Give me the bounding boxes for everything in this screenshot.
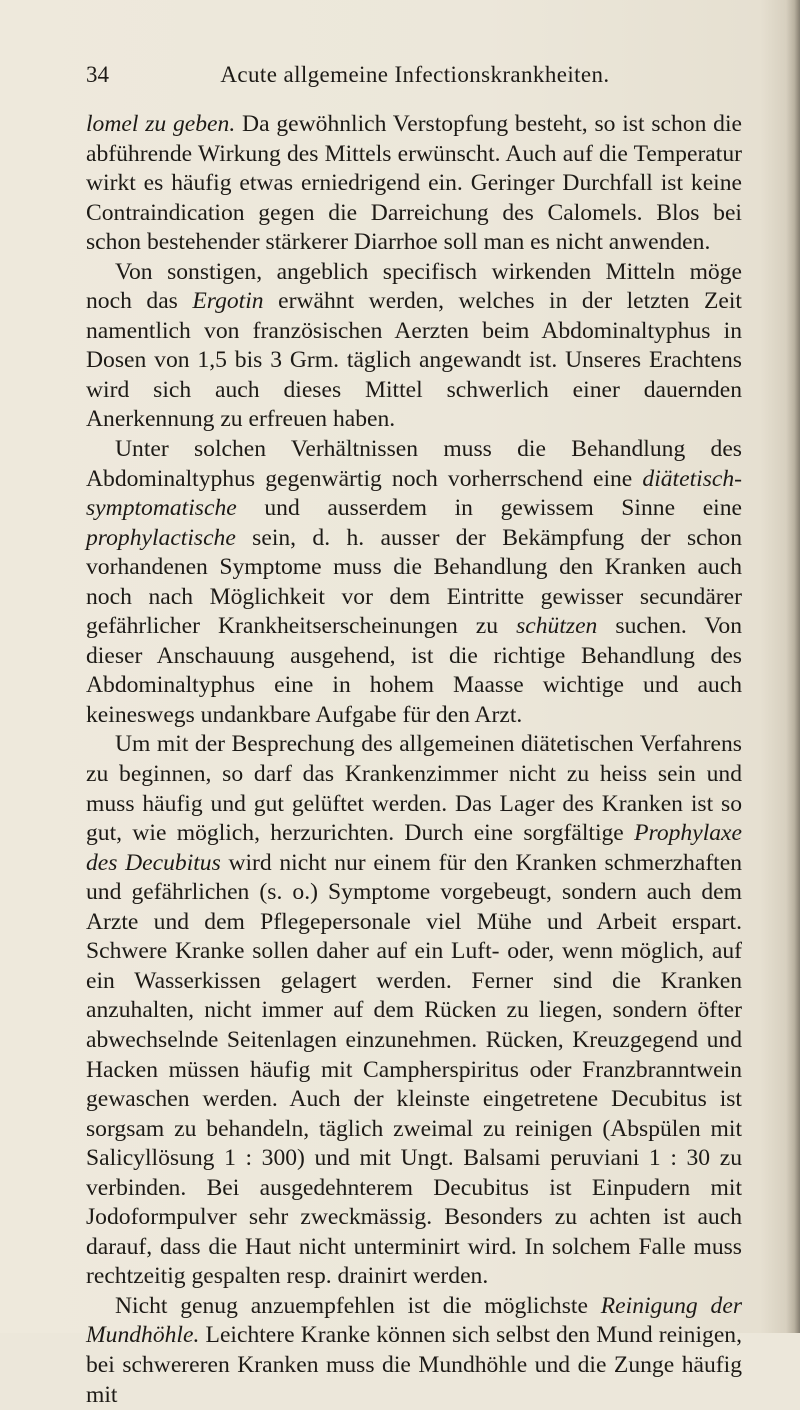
paragraph [86,730,742,1291]
text-run: wird nicht nur einem für den Kranken schmerzhaften und gefährlichen (s. o.) Symptome vorgebeugt, sondern auch dem Arzte und dem Pflegepersonale viel Mühe und Arbeit erspart. Schwere Kranke sollen daher auf ein Luft- oder, wenn möglich, auf ein Wasserkissen gelagert werden. Ferner sind die Kranken anzuhalten, nicht immer auf dem Rücken zu liegen, sondern öfter abwechselnde Seitenlagen einzunehmen. Rücken, Kreuzgegend und Hacken müssen häufig mit Campherspiritus oder Franzbranntwein gewaschen werden. Auch der kleinste eingetretene Decubitus ist sorgsam zu behandeln, täglich zweimal zu reinigen (Abspülen mit Salicyllösung 1 : 300) und mit Ungt. Balsami peruviani 1 : 30 zu verbinden. Bei ausgedehnterem Decubitus ist Einpudern mit Jodoformpulver sehr zweckmässig. Besonders zu achten ist auch darauf, dass die Haut nicht unterminirt wird. In solchem Falle muss rechtzeitig gespalten resp. drainirt werden. [86,849,743,1290]
emphasized-text: diätetisch-symptomatische [86,465,742,522]
text-run: suchen. Von dieser Anschauung ausgehend, ist die richtige Behandlung des Abdominaltyphus eine in hohem Maasse wichtige und auch keineswegs undankbare Aufgabe für den Arzt. [86,613,742,728]
page-edge-shadow [786,0,800,1333]
text-run: Um mit der Besprechung des allgemeinen diätetischen Verfahrens zu beginnen, so darf das Krankenzimmer nicht zu heiss sein und muss häufig und gut gelüftet werden. Das Lager des Kranken ist so gut, wie möglich, herzurichten. Durch eine sorgfältige [86,731,742,847]
running-head: Acute allgemeine Infectionskrankheiten. [220,62,610,87]
paragraph [86,1292,742,1410]
paragraph [86,110,742,258]
emphasized-text: prophylactische [86,524,236,551]
emphasized-text: Reinigung der Mundhöhle. [86,1292,742,1349]
text-run: erwähnt werden, welches in der letzten Zeit namentlich von französischen Aerzten beim Abdominaltyphus in Dosen von 1,5 bis 3 Grm. täglich angewandt ist. Unseres Erachtens wird sich auch dieses Mittel schwerlich einer dauernden Anerkennung zu erfreuen haben. [86,288,742,433]
emphasized-text: Ergotin [192,288,264,315]
text-run: Nicht genug anzuempfehlen ist die möglichste [115,1292,601,1319]
paragraph [86,435,742,730]
text-run: sein, d. h. ausser der Bekämpfung der schon vorhandenen Symptome muss die Behandlung den Kranken auch noch nach Möglichkeit vor dem Eintritte gewisser secundärer gefährlicher Krankheitserscheinungen zu [86,524,742,640]
text-run: Da gewöhnlich Verstopfung besteht, so ist schon die abführende Wirkung des Mittels erwünscht. Auch auf die Temperatur wirkt es häufig etwas erniedrigend ein. Geringer Durchfall ist keine Contraindication gegen die Darreichung des Calomels. Blos bei schon bestehender stärkerer Diarrhoe soll man es nicht anwenden. [86,111,742,256]
page-header [86,62,744,92]
emphasized-text: Prophylaxe des Decubitus [86,820,742,876]
emphasized-text: lomel zu geben. [86,111,236,137]
text-run: Leichtere Kranke können sich selbst den Mund reinigen, bei schwereren Kranken muss die Mundhöhle und die Zunge häufig mit [86,1322,742,1408]
page-number: 34 [86,62,109,87]
text-run: Von sonstigen, angeblich specifisch wirkenden Mitteln möge noch das [86,258,742,315]
text-run: und ausserdem in gewissem Sinne eine [236,495,742,522]
body-text [86,110,742,1410]
emphasized-text: schützen [516,613,598,640]
paragraph [86,258,742,435]
text-run: Unter solchen Verhältnissen muss die Behandlung des Abdominaltyphus gegenwärtig noch vorherrschend eine [86,436,742,492]
